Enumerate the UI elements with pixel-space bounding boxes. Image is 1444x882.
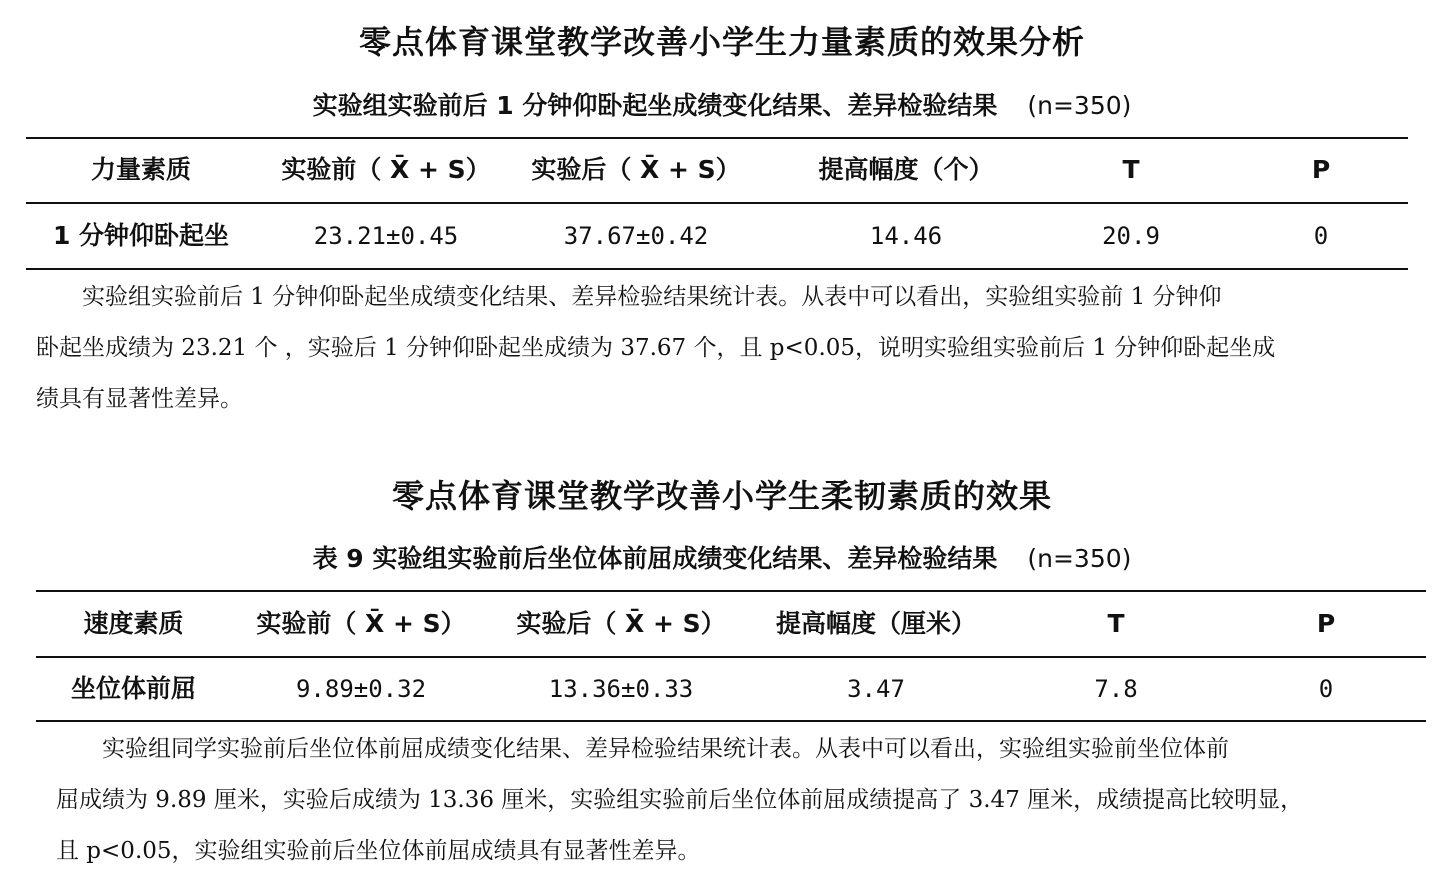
section2-table-caption bbox=[0, 543, 1444, 575]
section2-data-row bbox=[36, 657, 1426, 721]
section2-row-item: 坐位体前屈 bbox=[70, 674, 196, 703]
section2-row-after: 13.36±0.33 bbox=[548, 675, 694, 703]
section1-caption-text: 实验组实验前后 1 分钟仰卧起坐成绩变化结果、差异检验结果 bbox=[312, 91, 998, 120]
section2-row-p: 0 bbox=[1318, 675, 1334, 703]
section2-header-before: 实验前（ X̄ + S） bbox=[256, 609, 466, 638]
section1-title: 零点体育课堂教学改善小学生力量素质的效果分析 bbox=[358, 23, 1085, 61]
section1-row-t: 20.9 bbox=[1102, 222, 1160, 250]
section1-header-row bbox=[26, 138, 1408, 202]
section2-header-quality: 速度素质 bbox=[83, 609, 184, 638]
section1-row-after: 37.67±0.42 bbox=[563, 222, 709, 250]
section1-paragraph-line: 绩具有显著性差异。 bbox=[36, 386, 243, 412]
section2-paragraph bbox=[56, 724, 1416, 877]
section1-table-caption bbox=[0, 90, 1444, 122]
section1-header-after: 实验后（ X̄ + S） bbox=[531, 155, 741, 184]
section1-paragraph-line: 实验组实验前后 1 分钟仰卧起坐成绩变化结果、差异检验结果统计表。从表中可以看出，实验组实验前 1 分钟仰 bbox=[82, 284, 1222, 310]
section1-header-before: 实验前（ X̄ + S） bbox=[281, 155, 491, 184]
section2-header-t: T bbox=[1107, 609, 1125, 638]
section1-row-p: 0 bbox=[1313, 222, 1329, 250]
section2-header-after: 实验后（ X̄ + S） bbox=[516, 609, 726, 638]
section1-row-improvement: 14.46 bbox=[869, 222, 943, 250]
section1-row-item: 1 分钟仰卧起坐 bbox=[52, 221, 230, 250]
section2-sample-size: (n=350) bbox=[1027, 544, 1132, 573]
section1-data-row bbox=[26, 204, 1408, 268]
section2-bottom-rule bbox=[36, 720, 1426, 722]
section2-paragraph-line: 屈成绩为 9.89 厘米，实验后成绩为 13.36 厘米，实验组实验前后坐位体前屈成绩提高了 3.47 厘米，成绩提高比较明显， bbox=[56, 787, 1304, 813]
section2-row-before: 9.89±0.32 bbox=[295, 675, 427, 703]
section2-title: 零点体育课堂教学改善小学生柔韧素质的效果 bbox=[391, 477, 1052, 515]
section2-caption-text: 表 9 实验组实验前后坐位体前屈成绩变化结果、差异检验结果 bbox=[312, 544, 998, 573]
section1-paragraph bbox=[36, 272, 1406, 425]
section1-header-p: P bbox=[1311, 155, 1331, 184]
section1-sample-size: (n=350) bbox=[1027, 91, 1132, 120]
section1-header-quality: 力量素质 bbox=[90, 155, 191, 184]
section2-header-row bbox=[36, 592, 1426, 656]
section1-header-improvement: 提高幅度（个） bbox=[818, 155, 994, 184]
section1-header-t: T bbox=[1122, 155, 1140, 184]
section2-paragraph-line: 且 p<0.05，实验组实验前后坐位体前屈成绩具有显著性差异。 bbox=[56, 838, 701, 864]
section1-bottom-rule bbox=[26, 268, 1408, 270]
section2-header-improvement: 提高幅度（厘米） bbox=[775, 609, 976, 638]
section2-header-p: P bbox=[1316, 609, 1336, 638]
section1-paragraph-line: 卧起坐成绩为 23.21 个 ，实验后 1 分钟仰卧起坐成绩为 37.67 个，且 p<0.05，说明实验组实验前后 1 分钟仰卧起坐成 bbox=[36, 335, 1276, 361]
section2-paragraph-line: 实验组同学实验前后坐位体前屈成绩变化结果、差异检验结果统计表。从表中可以看出，实验组实验前坐位体前 bbox=[102, 736, 1229, 762]
section2-row-improvement: 3.47 bbox=[847, 675, 905, 703]
section1-row-before: 23.21±0.45 bbox=[313, 222, 459, 250]
section2-row-t: 7.8 bbox=[1094, 675, 1138, 703]
